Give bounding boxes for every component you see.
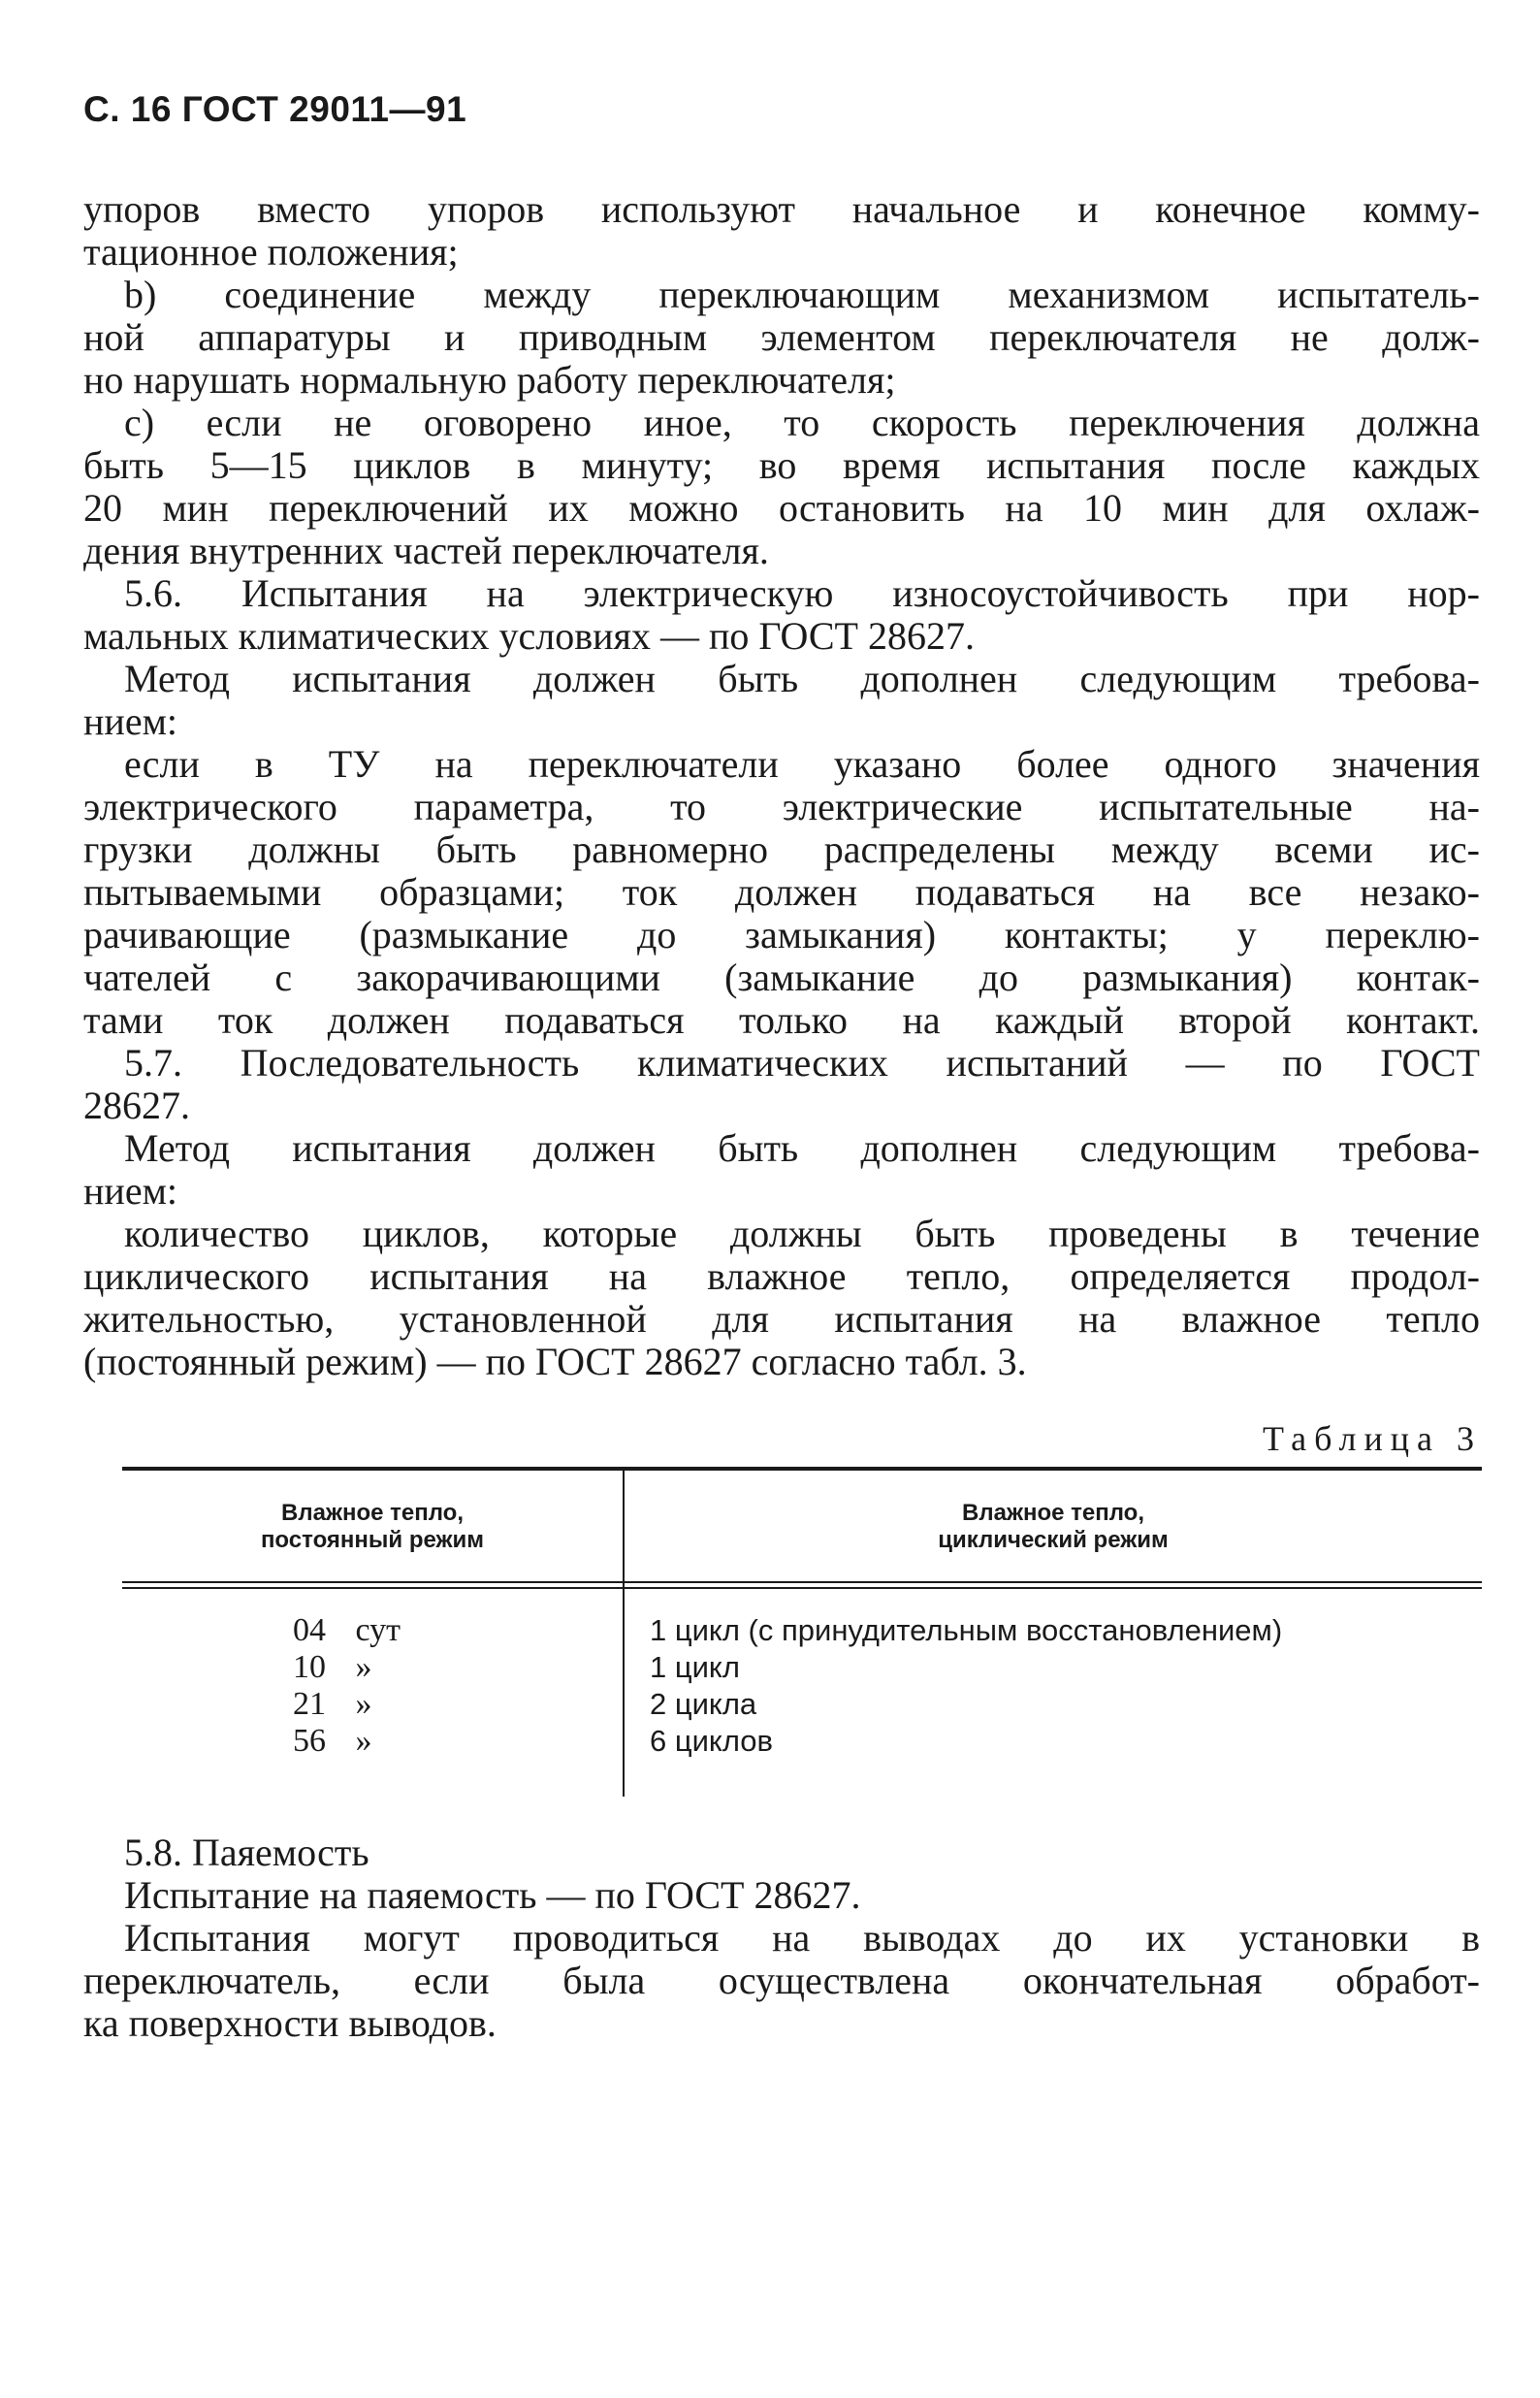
body-text-block-1 [83,188,1480,1383]
text-line: циклического испытания на влажное тепло, определяется продол- [83,1254,1480,1298]
text-line: количество циклов, которые должны быть проведены в течение [124,1212,1480,1255]
table-cell [293,1612,401,1649]
text-line: мальных климатических условиях — по ГОСТ 28627. [83,614,975,658]
section-5-7-heading: 5.7. Последовательность климатических испытаний — по ГОСТ [124,1041,1480,1085]
text-line: b) соединение между переключающим механизмом испытатель- [124,273,1480,316]
text-line: 20 мин переключений их можно остановить на 10 мин для охлаж- [83,486,1480,530]
table-column-constant [293,1612,401,1760]
table-header-constant [122,1500,623,1554]
cell-number: 21 [293,1686,326,1722]
cell-number: 10 [293,1649,326,1685]
table-cell: 6 циклов [650,1724,773,1758]
table-cell: 2 цикла [650,1687,757,1721]
text-line: тами ток должен подаваться только на каждый второй контакт. [83,998,1480,1042]
table-header-rule [122,1581,1482,1589]
text-line: тационное положения; [83,230,459,274]
text-line: пытываемыми образцами; ток должен подаваться на все незако- [83,870,1480,914]
table-cell: 1 цикл [650,1650,740,1684]
header-text: Влажное тепло, постоянный режим [260,1500,485,1553]
text-line: (постоянный режим) — по ГОСТ 28627 согласно табл. 3. [83,1340,1027,1383]
section-5-8-heading [83,1831,1480,1874]
section-5-6-heading: 5.6. Испытания на электрическую износоустойчивость при нор- [124,571,1480,615]
text-line: грузки должны быть равномерно распределены между всеми ис- [83,827,1480,871]
table-cell [293,1723,401,1760]
text-line: электрического параметра, то электрические испытательные на- [83,785,1480,828]
text-line: жительностью, установленной для испытания на влажное тепло [83,1297,1480,1341]
text-line: Испытания могут проводиться на выводах до их установки в [124,1916,1480,1960]
cell-number: 56 [293,1723,326,1759]
table-cell [293,1686,401,1723]
text-line: нием: [83,1169,177,1213]
text-line: с) если не оговорено иное, то скорость переключения должна [124,401,1480,444]
table-column-cyclic [650,1612,1282,1760]
table-caption: Таблица 3 [1263,1419,1482,1458]
text-line: ной аппаратуры и приводным элементом переключателя не долж- [83,315,1480,359]
text-line: дения внутренних частей переключателя. [83,529,769,572]
text-line: чателей с закорачивающими (замыкание до размыкания) контак- [83,956,1480,999]
cell-unit: » [355,1686,372,1722]
text-line: Испытание на паяемость — по ГОСТ 28627. [124,1873,861,1917]
text-line: рачивающие (размыкание до замыкания) контакты; у переклю- [83,913,1480,956]
page-header: С. 16 ГОСТ 29011—91 [83,89,467,129]
table-top-rule [122,1467,1482,1471]
text-line: быть 5—15 циклов в минуту; во время испытания после каждых [83,443,1480,487]
section-5-8-text: 5.8. Паяемость [124,1831,369,1874]
header-text: Влажное тепло, циклический режим [938,1500,1169,1553]
table-cell [293,1649,401,1686]
text-line: если в ТУ на переключатели указано более одного значения [124,742,1480,786]
text-line: но нарушать нормальную работу переключателя; [83,358,896,402]
cell-unit: » [355,1723,372,1759]
text-line: ка поверхности выводов. [83,2001,497,2045]
table-cell: 1 цикл (с принудительным восстановлением) [650,1613,1283,1647]
text-line: нием: [83,699,177,743]
body-text-block-2 [83,1831,1480,2045]
cell-unit: сут [355,1612,401,1648]
text-line: упоров вместо упоров используют начальное и конечное комму- [83,187,1480,231]
cell-number: 04 [293,1612,326,1648]
table-header-cyclic [625,1500,1482,1554]
text-line: 28627. [83,1084,190,1127]
cell-unit: » [355,1649,372,1685]
text-line: Метод испытания должен быть дополнен следующим требова- [124,1126,1480,1170]
table-3 [122,1467,1482,1797]
text-line: переключатель, если была осуществлена окончательная обработ- [83,1959,1480,2002]
text-line: Метод испытания должен быть дополнен следующим требова- [124,657,1480,700]
